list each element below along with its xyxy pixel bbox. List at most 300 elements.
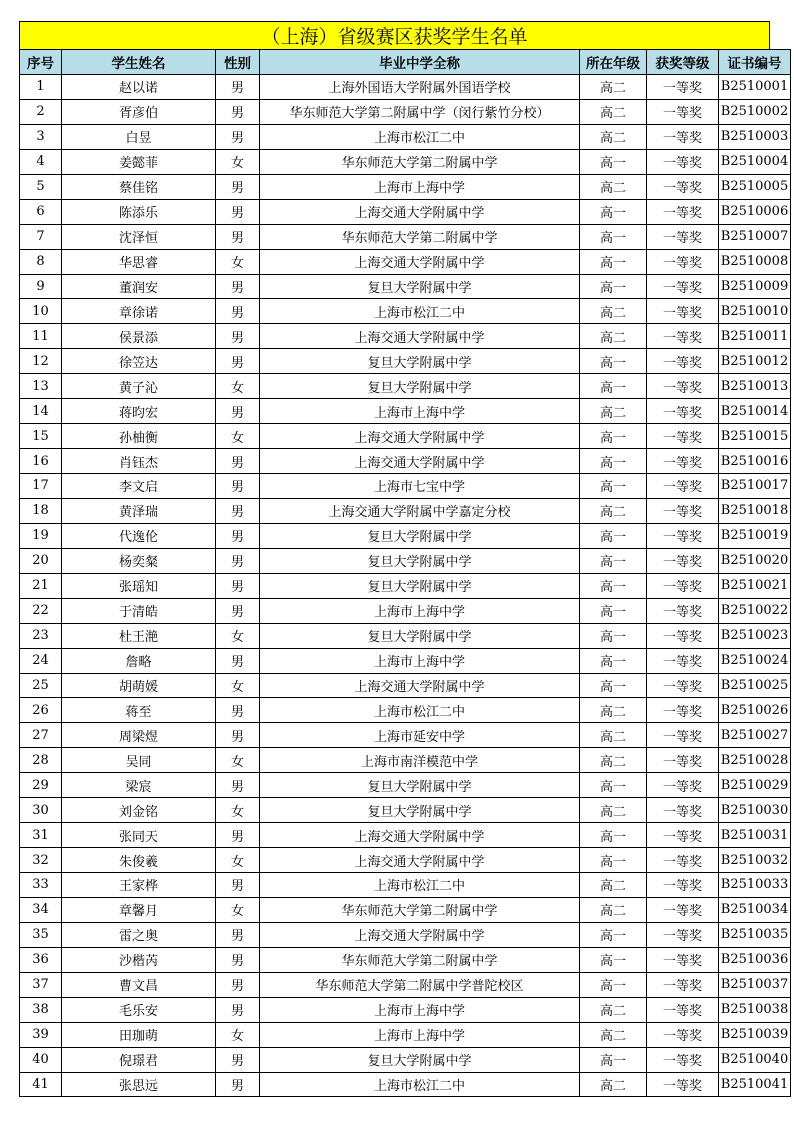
school-cell: 华东师范大学第二附属中学 bbox=[260, 897, 580, 922]
name-cell: 张同天 bbox=[62, 823, 216, 848]
name-cell: 黄泽瑞 bbox=[62, 498, 216, 523]
award-cell: 一等奖 bbox=[647, 1047, 719, 1072]
school-cell: 上海交通大学附属中学 bbox=[260, 199, 580, 224]
school-cell: 上海市松江二中 bbox=[260, 698, 580, 723]
header-row bbox=[20, 50, 791, 75]
table-row bbox=[20, 124, 791, 149]
index-cell: 28 bbox=[20, 748, 62, 773]
table-row bbox=[20, 424, 791, 449]
grade-cell: 高一 bbox=[580, 374, 647, 399]
name-cell: 肖钰杰 bbox=[62, 449, 216, 474]
grade-cell: 高二 bbox=[580, 124, 647, 149]
certificate-cell: B2510008 bbox=[719, 249, 791, 274]
award-cell: 一等奖 bbox=[647, 748, 719, 773]
school-cell: 上海市松江二中 bbox=[260, 873, 580, 898]
index-cell: 5 bbox=[20, 174, 62, 199]
certificate-cell: B2510011 bbox=[719, 324, 791, 349]
index-cell: 36 bbox=[20, 947, 62, 972]
award-cell: 一等奖 bbox=[647, 99, 719, 124]
index-cell: 21 bbox=[20, 573, 62, 598]
grade-cell: 高二 bbox=[580, 99, 647, 124]
gender-cell: 男 bbox=[216, 997, 260, 1022]
certificate-cell: B2510025 bbox=[719, 673, 791, 698]
gender-cell: 男 bbox=[216, 498, 260, 523]
gender-cell: 女 bbox=[216, 374, 260, 399]
award-cell: 一等奖 bbox=[647, 274, 719, 299]
gender-cell: 女 bbox=[216, 897, 260, 922]
name-cell: 朱俊羲 bbox=[62, 848, 216, 873]
award-cell: 一等奖 bbox=[647, 1022, 719, 1047]
name-cell: 黄子沁 bbox=[62, 374, 216, 399]
table-row bbox=[20, 972, 791, 997]
grade-cell: 高一 bbox=[580, 274, 647, 299]
gender-cell: 男 bbox=[216, 399, 260, 424]
table-row bbox=[20, 99, 791, 124]
certificate-cell: B2510039 bbox=[719, 1022, 791, 1047]
grade-cell: 高二 bbox=[580, 798, 647, 823]
grade-cell: 高一 bbox=[580, 648, 647, 673]
certificate-cell: B2510013 bbox=[719, 374, 791, 399]
index-cell: 13 bbox=[20, 374, 62, 399]
certificate-cell: B2510017 bbox=[719, 474, 791, 499]
index-cell: 12 bbox=[20, 349, 62, 374]
index-cell: 4 bbox=[20, 149, 62, 174]
index-cell: 18 bbox=[20, 498, 62, 523]
name-cell: 詹略 bbox=[62, 648, 216, 673]
col-header-award: 获奖等级 bbox=[647, 50, 719, 75]
certificate-cell: B2510040 bbox=[719, 1047, 791, 1072]
col-header-name: 学生姓名 bbox=[62, 50, 216, 75]
name-cell: 华思睿 bbox=[62, 249, 216, 274]
school-cell: 上海交通大学附属中学 bbox=[260, 823, 580, 848]
name-cell: 董润安 bbox=[62, 274, 216, 299]
index-cell: 41 bbox=[20, 1072, 62, 1097]
certificate-cell: B2510028 bbox=[719, 748, 791, 773]
grade-cell: 高一 bbox=[580, 823, 647, 848]
index-cell: 2 bbox=[20, 99, 62, 124]
name-cell: 代逸伦 bbox=[62, 523, 216, 548]
index-cell: 38 bbox=[20, 997, 62, 1022]
index-cell: 6 bbox=[20, 199, 62, 224]
table-row bbox=[20, 474, 791, 499]
school-cell: 上海交通大学附属中学 bbox=[260, 848, 580, 873]
index-cell: 31 bbox=[20, 823, 62, 848]
table-row bbox=[20, 723, 791, 748]
name-cell: 杨奕粲 bbox=[62, 548, 216, 573]
award-cell: 一等奖 bbox=[647, 698, 719, 723]
gender-cell: 男 bbox=[216, 224, 260, 249]
gender-cell: 女 bbox=[216, 848, 260, 873]
award-cell: 一等奖 bbox=[647, 399, 719, 424]
col-header-certificate: 证书编号 bbox=[719, 50, 791, 75]
table-row bbox=[20, 1072, 791, 1097]
table-row bbox=[20, 449, 791, 474]
table-row bbox=[20, 897, 791, 922]
award-cell: 一等奖 bbox=[647, 723, 719, 748]
table-row bbox=[20, 848, 791, 873]
index-cell: 14 bbox=[20, 399, 62, 424]
name-cell: 白昱 bbox=[62, 124, 216, 149]
award-cell: 一等奖 bbox=[647, 523, 719, 548]
table-row bbox=[20, 573, 791, 598]
grade-cell: 高一 bbox=[580, 573, 647, 598]
name-cell: 蒋昀宏 bbox=[62, 399, 216, 424]
certificate-cell: B2510012 bbox=[719, 349, 791, 374]
name-cell: 田珈萌 bbox=[62, 1022, 216, 1047]
gender-cell: 男 bbox=[216, 548, 260, 573]
school-cell: 华东师范大学第二附属中学 bbox=[260, 224, 580, 249]
index-cell: 24 bbox=[20, 648, 62, 673]
table-row bbox=[20, 498, 791, 523]
grade-cell: 高一 bbox=[580, 972, 647, 997]
name-cell: 倪璟君 bbox=[62, 1047, 216, 1072]
certificate-cell: B2510032 bbox=[719, 848, 791, 873]
index-cell: 23 bbox=[20, 623, 62, 648]
grade-cell: 高一 bbox=[580, 199, 647, 224]
index-cell: 7 bbox=[20, 224, 62, 249]
table-row bbox=[20, 1022, 791, 1047]
gender-cell: 男 bbox=[216, 947, 260, 972]
gender-cell: 男 bbox=[216, 773, 260, 798]
gender-cell: 男 bbox=[216, 99, 260, 124]
index-cell: 10 bbox=[20, 299, 62, 324]
school-cell: 上海市松江二中 bbox=[260, 299, 580, 324]
gender-cell: 男 bbox=[216, 199, 260, 224]
grade-cell: 高二 bbox=[580, 723, 647, 748]
gender-cell: 男 bbox=[216, 873, 260, 898]
award-cell: 一等奖 bbox=[647, 673, 719, 698]
grade-cell: 高一 bbox=[580, 922, 647, 947]
certificate-cell: B2510029 bbox=[719, 773, 791, 798]
school-cell: 复旦大学附属中学 bbox=[260, 548, 580, 573]
name-cell: 杜王滟 bbox=[62, 623, 216, 648]
table-row bbox=[20, 224, 791, 249]
award-cell: 一等奖 bbox=[647, 449, 719, 474]
index-cell: 9 bbox=[20, 274, 62, 299]
grade-cell: 高二 bbox=[580, 997, 647, 1022]
school-cell: 华东师范大学第二附属中学普陀校区 bbox=[260, 972, 580, 997]
gender-cell: 男 bbox=[216, 1072, 260, 1097]
table-row bbox=[20, 199, 791, 224]
name-cell: 沈泽恒 bbox=[62, 224, 216, 249]
award-cell: 一等奖 bbox=[647, 648, 719, 673]
award-cell: 一等奖 bbox=[647, 498, 719, 523]
table-row bbox=[20, 75, 791, 100]
school-cell: 上海交通大学附属中学 bbox=[260, 449, 580, 474]
index-cell: 30 bbox=[20, 798, 62, 823]
school-cell: 复旦大学附属中学 bbox=[260, 349, 580, 374]
award-cell: 一等奖 bbox=[647, 474, 719, 499]
name-cell: 张瑶知 bbox=[62, 573, 216, 598]
index-cell: 27 bbox=[20, 723, 62, 748]
table-row bbox=[20, 249, 791, 274]
grade-cell: 高一 bbox=[580, 424, 647, 449]
grade-cell: 高一 bbox=[580, 149, 647, 174]
index-cell: 37 bbox=[20, 972, 62, 997]
name-cell: 陈添乐 bbox=[62, 199, 216, 224]
table-row bbox=[20, 1047, 791, 1072]
grade-cell: 高一 bbox=[580, 249, 647, 274]
name-cell: 徐笠达 bbox=[62, 349, 216, 374]
award-cell: 一等奖 bbox=[647, 149, 719, 174]
gender-cell: 男 bbox=[216, 299, 260, 324]
index-cell: 1 bbox=[20, 75, 62, 100]
table-row bbox=[20, 349, 791, 374]
grade-cell: 高一 bbox=[580, 623, 647, 648]
col-header-grade: 所在年级 bbox=[580, 50, 647, 75]
grade-cell: 高二 bbox=[580, 748, 647, 773]
table-row bbox=[20, 548, 791, 573]
school-cell: 上海市上海中学 bbox=[260, 648, 580, 673]
name-cell: 吴同 bbox=[62, 748, 216, 773]
name-cell: 蒋至 bbox=[62, 698, 216, 723]
grade-cell: 高二 bbox=[580, 399, 647, 424]
index-cell: 26 bbox=[20, 698, 62, 723]
table-row bbox=[20, 773, 791, 798]
award-cell: 一等奖 bbox=[647, 897, 719, 922]
award-cell: 一等奖 bbox=[647, 823, 719, 848]
table-row bbox=[20, 648, 791, 673]
certificate-cell: B2510016 bbox=[719, 449, 791, 474]
table-row bbox=[20, 274, 791, 299]
table-row bbox=[20, 324, 791, 349]
certificate-cell: B2510006 bbox=[719, 199, 791, 224]
grade-cell: 高一 bbox=[580, 474, 647, 499]
school-cell: 复旦大学附属中学 bbox=[260, 374, 580, 399]
certificate-cell: B2510018 bbox=[719, 498, 791, 523]
school-cell: 上海交通大学附属中学 bbox=[260, 324, 580, 349]
award-cell: 一等奖 bbox=[647, 798, 719, 823]
school-cell: 华东师范大学第二附属中学 bbox=[260, 947, 580, 972]
gender-cell: 男 bbox=[216, 648, 260, 673]
certificate-cell: B2510003 bbox=[719, 124, 791, 149]
index-cell: 20 bbox=[20, 548, 62, 573]
school-cell: 上海外国语大学附属外国语学校 bbox=[260, 75, 580, 100]
award-cell: 一等奖 bbox=[647, 299, 719, 324]
index-cell: 35 bbox=[20, 922, 62, 947]
name-cell: 梁宸 bbox=[62, 773, 216, 798]
index-cell: 34 bbox=[20, 897, 62, 922]
name-cell: 赵以诺 bbox=[62, 75, 216, 100]
index-cell: 19 bbox=[20, 523, 62, 548]
name-cell: 毛乐安 bbox=[62, 997, 216, 1022]
index-cell: 17 bbox=[20, 474, 62, 499]
award-cell: 一等奖 bbox=[647, 922, 719, 947]
award-cell: 一等奖 bbox=[647, 1072, 719, 1097]
table-row bbox=[20, 997, 791, 1022]
table-row bbox=[20, 523, 791, 548]
certificate-cell: B2510020 bbox=[719, 548, 791, 573]
school-cell: 上海交通大学附属中学 bbox=[260, 424, 580, 449]
name-cell: 李文启 bbox=[62, 474, 216, 499]
certificate-cell: B2510037 bbox=[719, 972, 791, 997]
index-cell: 3 bbox=[20, 124, 62, 149]
school-cell: 上海市延安中学 bbox=[260, 723, 580, 748]
school-cell: 复旦大学附属中学 bbox=[260, 1047, 580, 1072]
gender-cell: 女 bbox=[216, 673, 260, 698]
grade-cell: 高一 bbox=[580, 848, 647, 873]
school-cell: 上海市上海中学 bbox=[260, 399, 580, 424]
gender-cell: 男 bbox=[216, 174, 260, 199]
certificate-cell: B2510041 bbox=[719, 1072, 791, 1097]
school-cell: 复旦大学附属中学 bbox=[260, 798, 580, 823]
certificate-cell: B2510010 bbox=[719, 299, 791, 324]
gender-cell: 男 bbox=[216, 1047, 260, 1072]
gender-cell: 男 bbox=[216, 598, 260, 623]
grade-cell: 高二 bbox=[580, 1072, 647, 1097]
award-cell: 一等奖 bbox=[647, 249, 719, 274]
award-cell: 一等奖 bbox=[647, 75, 719, 100]
school-cell: 华东师范大学第二附属中学（闵行紫竹分校） bbox=[260, 99, 580, 124]
index-cell: 29 bbox=[20, 773, 62, 798]
certificate-cell: B2510001 bbox=[719, 75, 791, 100]
gender-cell: 女 bbox=[216, 424, 260, 449]
grade-cell: 高二 bbox=[580, 174, 647, 199]
award-cell: 一等奖 bbox=[647, 623, 719, 648]
award-table bbox=[19, 49, 791, 1097]
certificate-cell: B2510027 bbox=[719, 723, 791, 748]
col-header-gender: 性别 bbox=[216, 50, 260, 75]
table-row bbox=[20, 673, 791, 698]
gender-cell: 男 bbox=[216, 349, 260, 374]
name-cell: 孙柚衡 bbox=[62, 424, 216, 449]
school-cell: 复旦大学附属中学 bbox=[260, 573, 580, 598]
gender-cell: 男 bbox=[216, 823, 260, 848]
award-cell: 一等奖 bbox=[647, 324, 719, 349]
school-cell: 上海市松江二中 bbox=[260, 1072, 580, 1097]
table-row bbox=[20, 947, 791, 972]
certificate-cell: B2510035 bbox=[719, 922, 791, 947]
name-cell: 蔡佳铭 bbox=[62, 174, 216, 199]
award-cell: 一等奖 bbox=[647, 972, 719, 997]
grade-cell: 高一 bbox=[580, 349, 647, 374]
table-row bbox=[20, 374, 791, 399]
school-cell: 上海市七宝中学 bbox=[260, 474, 580, 499]
name-cell: 张思远 bbox=[62, 1072, 216, 1097]
grade-cell: 高二 bbox=[580, 873, 647, 898]
certificate-cell: B2510030 bbox=[719, 798, 791, 823]
name-cell: 沙楷芮 bbox=[62, 947, 216, 972]
gender-cell: 女 bbox=[216, 798, 260, 823]
school-cell: 上海交通大学附属中学 bbox=[260, 673, 580, 698]
gender-cell: 男 bbox=[216, 922, 260, 947]
grade-cell: 高二 bbox=[580, 498, 647, 523]
certificate-cell: B2510004 bbox=[719, 149, 791, 174]
gender-cell: 男 bbox=[216, 972, 260, 997]
table-row bbox=[20, 149, 791, 174]
certificate-cell: B2510007 bbox=[719, 224, 791, 249]
school-cell: 华东师范大学第二附属中学 bbox=[260, 149, 580, 174]
school-cell: 上海市上海中学 bbox=[260, 598, 580, 623]
certificate-cell: B2510002 bbox=[719, 99, 791, 124]
certificate-cell: B2510023 bbox=[719, 623, 791, 648]
gender-cell: 男 bbox=[216, 274, 260, 299]
school-cell: 上海市上海中学 bbox=[260, 997, 580, 1022]
name-cell: 章徐诺 bbox=[62, 299, 216, 324]
gender-cell: 男 bbox=[216, 75, 260, 100]
index-cell: 11 bbox=[20, 324, 62, 349]
gender-cell: 男 bbox=[216, 124, 260, 149]
table-row bbox=[20, 748, 791, 773]
gender-cell: 男 bbox=[216, 573, 260, 598]
certificate-cell: B2510014 bbox=[719, 399, 791, 424]
gender-cell: 女 bbox=[216, 149, 260, 174]
name-cell: 侯景添 bbox=[62, 324, 216, 349]
table-row bbox=[20, 598, 791, 623]
sheet-title: （上海）省级赛区获奖学生名单 bbox=[19, 21, 770, 49]
certificate-cell: B2510009 bbox=[719, 274, 791, 299]
school-cell: 上海市上海中学 bbox=[260, 174, 580, 199]
grade-cell: 高一 bbox=[580, 449, 647, 474]
certificate-cell: B2510034 bbox=[719, 897, 791, 922]
award-cell: 一等奖 bbox=[647, 548, 719, 573]
index-cell: 25 bbox=[20, 673, 62, 698]
school-cell: 复旦大学附属中学 bbox=[260, 773, 580, 798]
index-cell: 33 bbox=[20, 873, 62, 898]
name-cell: 王家桦 bbox=[62, 873, 216, 898]
gender-cell: 男 bbox=[216, 523, 260, 548]
grade-cell: 高二 bbox=[580, 698, 647, 723]
certificate-cell: B2510036 bbox=[719, 947, 791, 972]
gender-cell: 男 bbox=[216, 698, 260, 723]
grade-cell: 高二 bbox=[580, 75, 647, 100]
col-header-index: 序号 bbox=[20, 50, 62, 75]
award-cell: 一等奖 bbox=[647, 848, 719, 873]
gender-cell: 女 bbox=[216, 1022, 260, 1047]
index-cell: 8 bbox=[20, 249, 62, 274]
table-row bbox=[20, 623, 791, 648]
award-cell: 一等奖 bbox=[647, 124, 719, 149]
school-cell: 复旦大学附属中学 bbox=[260, 523, 580, 548]
award-cell: 一等奖 bbox=[647, 424, 719, 449]
school-cell: 上海市南洋模范中学 bbox=[260, 748, 580, 773]
grade-cell: 高二 bbox=[580, 897, 647, 922]
gender-cell: 女 bbox=[216, 249, 260, 274]
school-cell: 上海交通大学附属中学 bbox=[260, 249, 580, 274]
award-cell: 一等奖 bbox=[647, 224, 719, 249]
award-cell: 一等奖 bbox=[647, 773, 719, 798]
grade-cell: 高一 bbox=[580, 1047, 647, 1072]
award-list-sheet bbox=[19, 21, 789, 1097]
grade-cell: 高一 bbox=[580, 673, 647, 698]
name-cell: 周梁煜 bbox=[62, 723, 216, 748]
name-cell: 章馨月 bbox=[62, 897, 216, 922]
certificate-cell: B2510019 bbox=[719, 523, 791, 548]
gender-cell: 女 bbox=[216, 623, 260, 648]
school-cell: 上海交通大学附属中学 bbox=[260, 922, 580, 947]
table-row bbox=[20, 823, 791, 848]
certificate-cell: B2510038 bbox=[719, 997, 791, 1022]
table-row bbox=[20, 299, 791, 324]
grade-cell: 高一 bbox=[580, 548, 647, 573]
school-cell: 上海交通大学附属中学嘉定分校 bbox=[260, 498, 580, 523]
certificate-cell: B2510033 bbox=[719, 873, 791, 898]
grade-cell: 高二 bbox=[580, 1022, 647, 1047]
award-cell: 一等奖 bbox=[647, 174, 719, 199]
certificate-cell: B2510005 bbox=[719, 174, 791, 199]
name-cell: 刘金铭 bbox=[62, 798, 216, 823]
index-cell: 22 bbox=[20, 598, 62, 623]
col-header-school: 毕业中学全称 bbox=[260, 50, 580, 75]
grade-cell: 高一 bbox=[580, 947, 647, 972]
school-cell: 上海市上海中学 bbox=[260, 1022, 580, 1047]
award-cell: 一等奖 bbox=[647, 873, 719, 898]
table-row bbox=[20, 922, 791, 947]
grade-cell: 高一 bbox=[580, 598, 647, 623]
award-cell: 一等奖 bbox=[647, 997, 719, 1022]
name-cell: 于清皓 bbox=[62, 598, 216, 623]
award-cell: 一等奖 bbox=[647, 349, 719, 374]
